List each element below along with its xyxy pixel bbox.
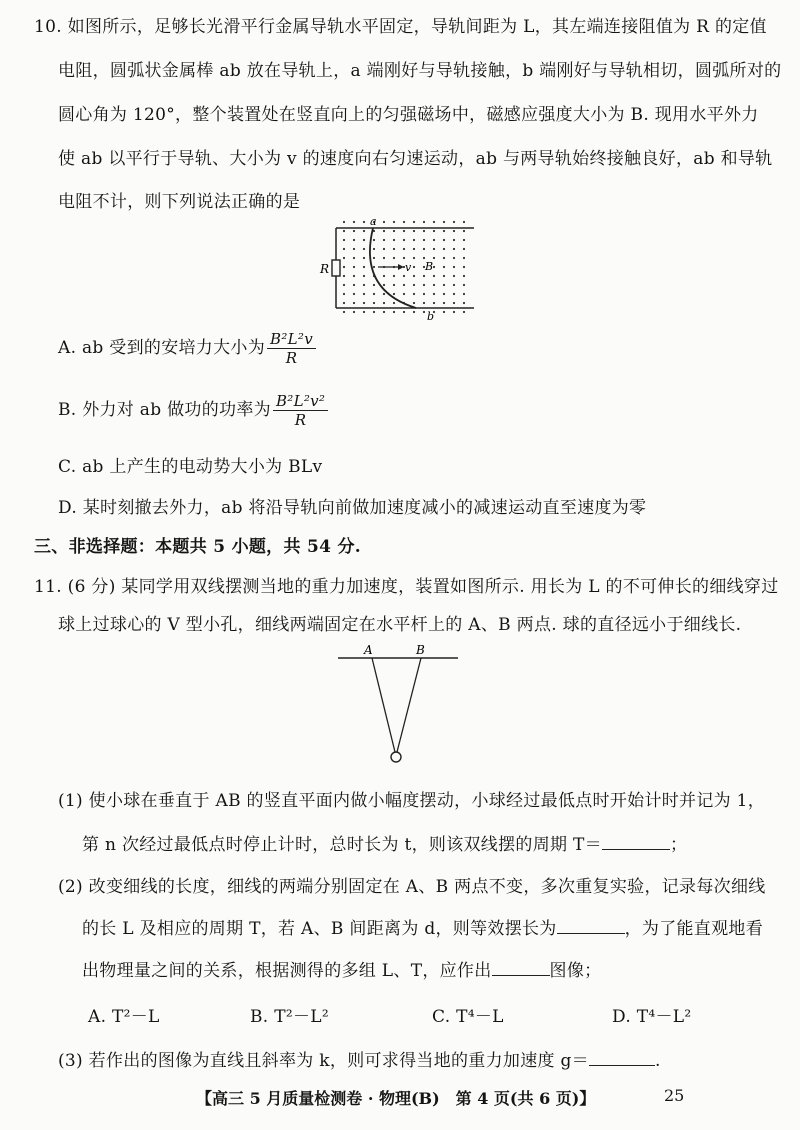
- field-dot: [453, 248, 455, 250]
- field-dot: [403, 239, 405, 241]
- point-a-label: a: [370, 215, 377, 228]
- effective-length-blank[interactable]: [557, 919, 625, 934]
- field-dot: [393, 284, 395, 286]
- field-dot: [373, 239, 375, 241]
- field-dot: [443, 311, 445, 313]
- field-dot: [453, 239, 455, 241]
- field-dot: [443, 284, 445, 286]
- choice-d[interactable]: D. T⁴－L²: [612, 1007, 692, 1027]
- field-dot: [383, 275, 385, 277]
- option-a: [58, 330, 316, 367]
- field-dot: [433, 239, 435, 241]
- q11-part-3-end: .: [654, 1051, 661, 1071]
- field-dot: [463, 311, 465, 313]
- field-dot: [373, 302, 375, 304]
- string-right: [397, 658, 421, 752]
- field-dot: [363, 284, 365, 286]
- field-dot: [453, 293, 455, 295]
- q11-part-2-line-1: (2) 改变细线的长度，细线的两端分别固定在 A、B 两点不变，多次重复实验，记录每次细线: [58, 877, 766, 897]
- field-dot: [423, 230, 425, 232]
- field-dot: [403, 221, 405, 223]
- point-A-label: A: [364, 643, 373, 657]
- field-dot: [383, 221, 385, 223]
- field-dot: [423, 311, 425, 313]
- field-dot: [463, 230, 465, 232]
- field-dot: [373, 257, 375, 259]
- field-dot: [443, 293, 445, 295]
- period-answer-blank[interactable]: [602, 835, 670, 850]
- field-dot: [463, 275, 465, 277]
- q11-part-1-end: ；: [669, 835, 688, 855]
- option-c: C. ab 上产生的电动势大小为 BLv: [58, 457, 323, 477]
- field-dot: [403, 230, 405, 232]
- field-dot: [403, 293, 405, 295]
- option-a-fraction: [267, 330, 316, 367]
- field-dot: [463, 284, 465, 286]
- field-dot: [363, 239, 365, 241]
- q11-part-3-text: (3) 若作出的图像为直线且斜率为 k，则可求得当地的重力加速度 g＝: [58, 1051, 589, 1071]
- field-dot: [353, 230, 355, 232]
- field-dot: [463, 239, 465, 241]
- field-dot: [383, 302, 385, 304]
- field-dot: [383, 248, 385, 250]
- field-dot: [403, 311, 405, 313]
- field-dot: [343, 311, 345, 313]
- field-dot: [463, 257, 465, 259]
- field-dot: [443, 239, 445, 241]
- choice-a[interactable]: A. T²－L: [88, 1007, 160, 1027]
- field-dot: [453, 284, 455, 286]
- q11-line-2: 球上过球心的 V 型小孔，细线两端固定在水平杆上的 A、B 两点. 球的直径远小于细线长.: [58, 615, 742, 635]
- point-B-label: B: [416, 643, 425, 657]
- q11-part-2-text: 的长 L 及相应的周期 T，若 A、B 间距离为 d，则等效摆长为: [82, 919, 557, 939]
- pendulum-ball: [391, 752, 401, 762]
- rail-circuit-figure: [318, 212, 478, 324]
- field-dot: [433, 257, 435, 259]
- q10-line-5: 电阻不计，则下列说法正确的是: [58, 192, 301, 212]
- field-label: B: [425, 260, 434, 273]
- field-dot: [453, 266, 455, 268]
- field-dot: [413, 284, 415, 286]
- field-dot: [373, 311, 375, 313]
- field-dot: [413, 293, 415, 295]
- field-dot: [413, 239, 415, 241]
- velocity-label: v: [405, 261, 412, 274]
- field-dot: [423, 275, 425, 277]
- field-dot: [373, 248, 375, 250]
- q11-part-2-line-2: [82, 914, 763, 939]
- field-dot: [353, 284, 355, 286]
- q10-line-4: 使 ab 以平行于导轨、大小为 v 的速度向右匀速运动，ab 与两导轨始终接触良好，ab 和导轨: [58, 149, 773, 169]
- field-dot: [403, 248, 405, 250]
- field-dot: [393, 257, 395, 259]
- bifilar-pendulum-figure: [336, 640, 460, 768]
- field-dot: [403, 275, 405, 277]
- option-a-numerator: B²L²v: [267, 330, 316, 349]
- q10-line-3: 圆心角为 120°，整个装置处在竖直向上的匀强磁场中，磁感应强度大小为 B. 现用水平外力: [58, 105, 759, 125]
- choice-b[interactable]: B. T²－L²: [250, 1007, 329, 1027]
- field-dot: [423, 293, 425, 295]
- field-dot: [403, 257, 405, 259]
- q11-part-1-line-1: (1) 使小球在垂直于 AB 的竖直平面内做小幅度摆动，小球经过最低点时开始计时并记为 1，: [58, 791, 766, 811]
- option-b-numerator: B²L²v²: [273, 392, 328, 411]
- field-dot: [443, 230, 445, 232]
- field-dot: [363, 266, 365, 268]
- field-dot: [433, 221, 435, 223]
- field-dot: [443, 266, 445, 268]
- field-dot: [383, 284, 385, 286]
- field-dot: [423, 221, 425, 223]
- field-dot: [373, 266, 375, 268]
- field-dot: [453, 302, 455, 304]
- field-dot: [393, 221, 395, 223]
- field-dot: [443, 248, 445, 250]
- field-dot: [443, 302, 445, 304]
- choice-c[interactable]: C. T⁴－L: [432, 1007, 504, 1027]
- field-dot: [453, 275, 455, 277]
- field-dot: [413, 257, 415, 259]
- field-dot: [363, 293, 365, 295]
- field-dot: [403, 284, 405, 286]
- field-dot: [363, 275, 365, 277]
- field-dot: [463, 266, 465, 268]
- field-dot: [413, 275, 415, 277]
- option-b-fraction: [273, 392, 328, 429]
- option-b-text: B. 外力对 ab 做功的功率为: [58, 400, 271, 420]
- field-dot: [343, 248, 345, 250]
- field-dot: [453, 230, 455, 232]
- field-dot: [363, 302, 365, 304]
- field-dot: [363, 221, 365, 223]
- field-dot: [363, 311, 365, 313]
- field-dot: [383, 293, 385, 295]
- field-dot: [393, 302, 395, 304]
- field-dot: [433, 266, 435, 268]
- field-dot: [343, 230, 345, 232]
- field-dot: [423, 302, 425, 304]
- field-dot: [383, 311, 385, 313]
- option-a-denominator: R: [285, 349, 298, 367]
- field-dot: [413, 302, 415, 304]
- field-dot: [453, 221, 455, 223]
- q11-part-2-line-3: [82, 956, 601, 981]
- field-dot: [363, 230, 365, 232]
- field-dot: [353, 221, 355, 223]
- point-b-label: b: [427, 310, 435, 323]
- field-dot: [433, 293, 435, 295]
- field-dot: [413, 248, 415, 250]
- field-dot: [353, 248, 355, 250]
- field-dot: [383, 239, 385, 241]
- field-dot: [353, 266, 355, 268]
- q11-line-1: 11. (6 分) 某同学用双线摆测当地的重力加速度，装置如图所示. 用长为 L 的不可伸长的细线穿过: [34, 577, 779, 597]
- resistor-label: R: [320, 262, 330, 276]
- q11-part-3: [58, 1046, 661, 1071]
- field-dot: [393, 275, 395, 277]
- field-dot: [393, 230, 395, 232]
- string-left: [372, 658, 395, 752]
- field-dot: [353, 293, 355, 295]
- velocity-arrowhead: [398, 264, 404, 270]
- field-dot: [393, 293, 395, 295]
- q11-part-2-text-2: 出物理量之间的关系，根据测得的多组 L、T，应作出: [82, 961, 492, 981]
- page-footer: 【高三 5 月质量检测卷 · 物理(B) 第 4 页(共 6 页)】: [196, 1089, 596, 1108]
- field-dot: [443, 221, 445, 223]
- section-3-heading: 三、非选择题：本题共 5 小题，共 54 分.: [34, 537, 361, 557]
- q11-part-2-mid: ，为了能直观地看: [624, 919, 764, 939]
- q11-part-1-line-2: [82, 830, 687, 855]
- option-b-denominator: R: [294, 411, 307, 429]
- field-dot: [453, 257, 455, 259]
- field-dot: [423, 284, 425, 286]
- field-dot: [343, 293, 345, 295]
- field-dot: [433, 248, 435, 250]
- field-dot: [343, 266, 345, 268]
- field-dot: [423, 248, 425, 250]
- option-b: [58, 392, 328, 429]
- field-dot: [463, 302, 465, 304]
- field-dot: [413, 266, 415, 268]
- field-dot: [343, 239, 345, 241]
- field-dot: [413, 230, 415, 232]
- field-dot: [363, 257, 365, 259]
- field-dot: [383, 257, 385, 259]
- field-dot: [433, 284, 435, 286]
- field-dot: [463, 293, 465, 295]
- field-dot: [463, 221, 465, 223]
- field-dot: [443, 257, 445, 259]
- field-dot: [373, 284, 375, 286]
- field-dot: [413, 311, 415, 313]
- resistor-symbol: [332, 260, 340, 276]
- field-dot: [343, 275, 345, 277]
- field-dot: [353, 311, 355, 313]
- q11-part-2-end: 图像；: [549, 961, 602, 981]
- field-dot: [353, 302, 355, 304]
- field-dot: [353, 239, 355, 241]
- field-dot: [393, 311, 395, 313]
- q10-line-1: 10. 如图所示，足够长光滑平行金属导轨水平固定，导轨间距为 L，其左端连接阻值为 R 的定值: [34, 17, 767, 37]
- field-dot: [433, 230, 435, 232]
- field-dot: [463, 248, 465, 250]
- field-dot: [353, 257, 355, 259]
- graph-choice-blank[interactable]: [492, 961, 550, 976]
- field-dot: [423, 257, 425, 259]
- gravity-answer-blank[interactable]: [589, 1051, 655, 1066]
- option-a-text: A. ab 受到的安培力大小为: [58, 338, 266, 358]
- field-dot: [433, 302, 435, 304]
- field-dot: [343, 302, 345, 304]
- field-dot: [433, 275, 435, 277]
- q10-line-2: 电阻，圆弧状金属棒 ab 放在导轨上，a 端刚好与导轨接触，b 端刚好与导轨相切，圆弧所对的: [58, 61, 782, 81]
- field-dot: [393, 248, 395, 250]
- field-dot: [343, 221, 345, 223]
- field-dot: [383, 230, 385, 232]
- field-dot: [343, 284, 345, 286]
- page-code: 25: [664, 1086, 685, 1105]
- field-dot: [453, 311, 455, 313]
- field-dot: [393, 239, 395, 241]
- field-dot: [373, 293, 375, 295]
- field-dot: [413, 221, 415, 223]
- field-dot: [363, 248, 365, 250]
- field-dot: [353, 275, 355, 277]
- field-dot: [423, 239, 425, 241]
- option-d: D. 某时刻撤去外力，ab 将沿导轨向前做加速度减小的减速运动直至速度为零: [58, 498, 647, 518]
- field-dot: [443, 275, 445, 277]
- field-dot: [343, 257, 345, 259]
- q11-part-1-text: 第 n 次经过最低点时停止计时，总时长为 t，则该双线摆的周期 T＝: [82, 835, 602, 855]
